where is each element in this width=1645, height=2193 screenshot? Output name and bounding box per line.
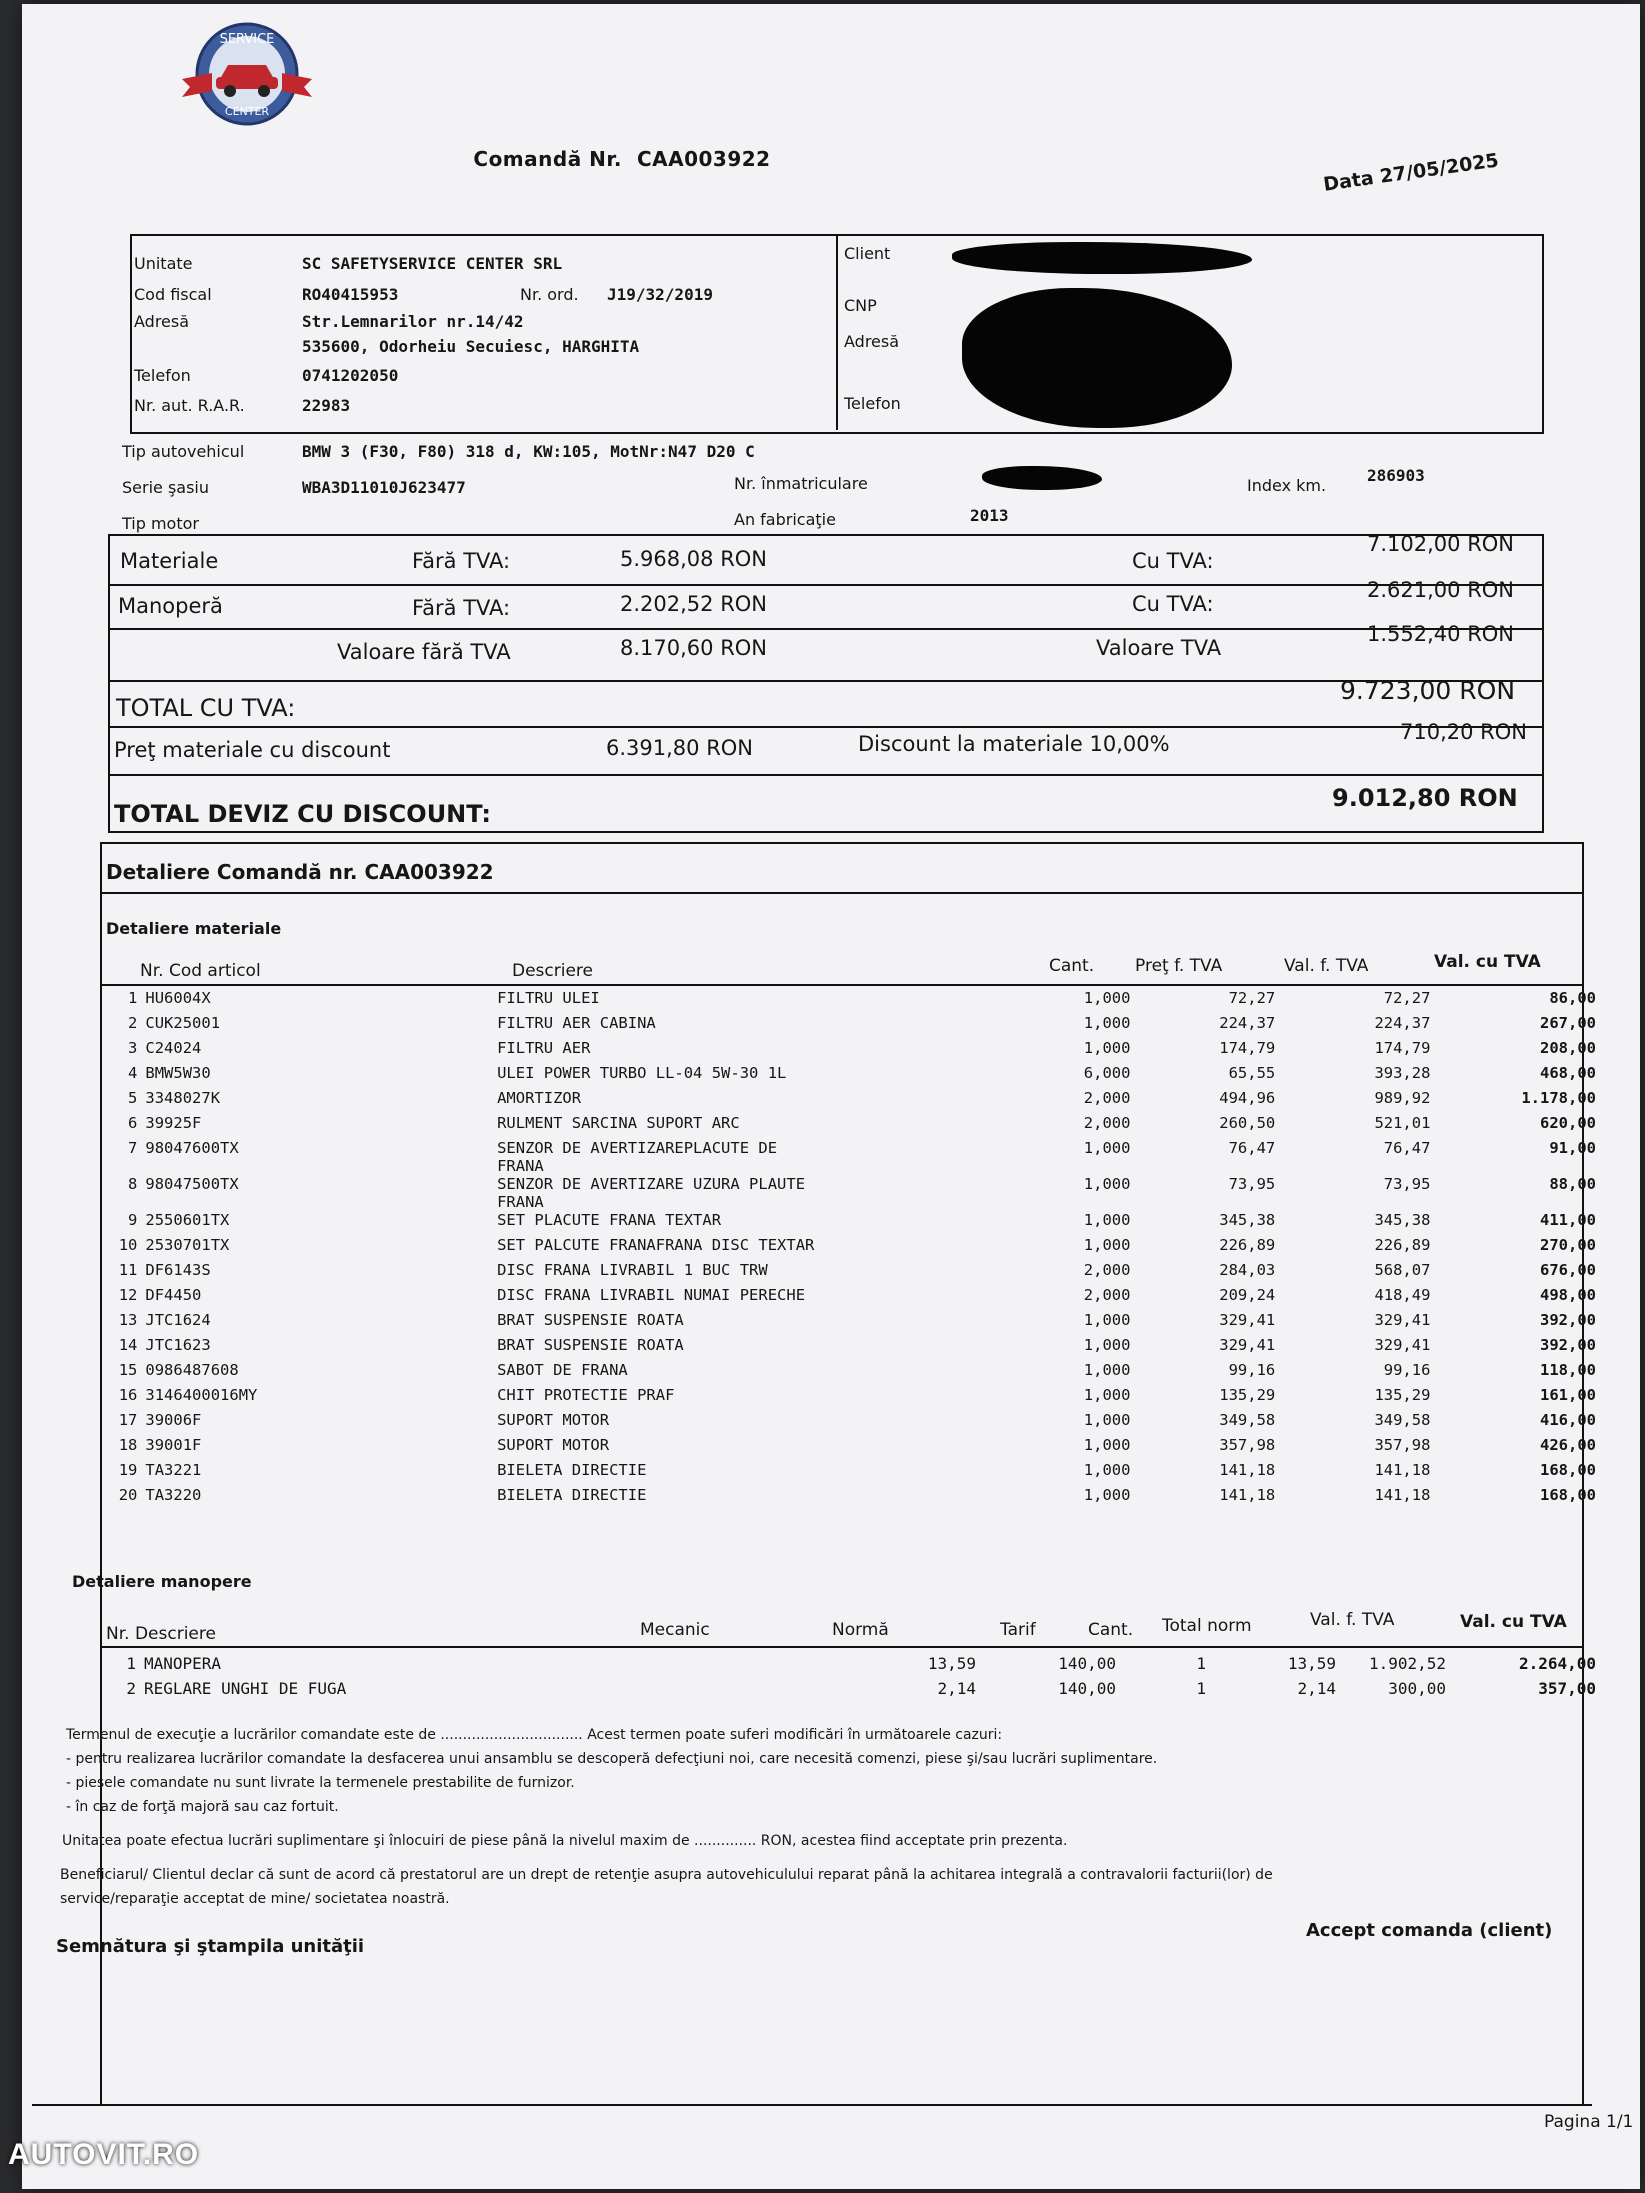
material-code: 39925F bbox=[145, 1114, 202, 1132]
col-descriere: Descriere bbox=[512, 961, 593, 981]
material-unit-price: 329,41 bbox=[1219, 1336, 1276, 1354]
material-nr: 12 bbox=[118, 1286, 138, 1304]
labor-norm: 2,14 bbox=[937, 1679, 976, 1698]
material-description-cell bbox=[493, 1089, 1052, 1114]
material-code: 98047500TX bbox=[145, 1175, 239, 1193]
material-description: RULMENT SARCINA SUPORT ARC bbox=[497, 1114, 740, 1132]
material-description: SUPORT MOTOR bbox=[497, 1411, 610, 1429]
material-description: FILTRU ULEI bbox=[497, 989, 600, 1007]
col-pret: Preţ f. TVA bbox=[1135, 956, 1223, 976]
material-qty: 1,000 bbox=[1083, 1139, 1131, 1157]
material-unit-price: 141,18 bbox=[1219, 1461, 1276, 1479]
client-phone-label: Telefon bbox=[844, 394, 901, 413]
year-value: 2013 bbox=[970, 506, 1009, 525]
total-tva-label: TOTAL CU TVA: bbox=[116, 694, 296, 722]
material-description: DISC FRANA LIVRABIL NUMAI PERECHE bbox=[497, 1286, 806, 1304]
material-nr: 3 bbox=[128, 1039, 138, 1057]
material-value-vat: 270,00 bbox=[1540, 1236, 1596, 1254]
material-unit-price: 76,47 bbox=[1228, 1139, 1276, 1157]
labor-col-cant: Cant. bbox=[1088, 1620, 1134, 1640]
material-description: SET PLACUTE FRANA TEXTAR bbox=[497, 1211, 722, 1229]
material-row bbox=[100, 1486, 1600, 1511]
material-description-cell bbox=[493, 1286, 1052, 1311]
material-value-vat: 392,00 bbox=[1540, 1311, 1596, 1329]
material-code: 3348027K bbox=[145, 1089, 221, 1107]
material-code: C24024 bbox=[145, 1039, 202, 1057]
material-code: 2550601TX bbox=[145, 1211, 230, 1229]
labor-col-tarif: Tarif bbox=[1000, 1620, 1036, 1640]
material-description: CHIT PROTECTIE PRAF bbox=[497, 1386, 675, 1404]
order-title: Comandă Nr. CAA003922 bbox=[473, 147, 771, 171]
material-value: 141,18 bbox=[1374, 1486, 1431, 1504]
material-description-cell bbox=[493, 1064, 1052, 1089]
terms-line2: - pentru realizarea lucrărilor comandate la desfacerea unui ansamblu se descoperă defecţiuni noi, care necesită comenzi, piese şi/sau lucrări suplimentare. bbox=[66, 1751, 1158, 1767]
material-row bbox=[100, 1089, 1600, 1114]
km-label: Index km. bbox=[1247, 476, 1327, 495]
labor-col-val: Val. f. TVA bbox=[1310, 1610, 1395, 1630]
labor-row bbox=[100, 1679, 1600, 1704]
material-value-vat: 411,00 bbox=[1540, 1211, 1596, 1229]
material-description: BRAT SUSPENSIE ROATA bbox=[497, 1336, 684, 1354]
material-qty: 1,000 bbox=[1083, 1461, 1131, 1479]
material-row bbox=[100, 1175, 1600, 1211]
address-label: Adresă bbox=[134, 312, 190, 331]
material-value: 349,58 bbox=[1374, 1411, 1431, 1429]
reg-value: J19/32/2019 bbox=[607, 285, 713, 304]
rar-label: Nr. aut. R.A.R. bbox=[134, 396, 245, 415]
labor-col-valtva: Val. cu TVA bbox=[1460, 1612, 1567, 1632]
material-description-cell bbox=[493, 1461, 1052, 1486]
material-description-cell bbox=[493, 1236, 1052, 1261]
discount-value: 710,20 RON bbox=[1400, 720, 1527, 744]
material-description: SENZOR DE AVERTIZAREPLACUTE DE bbox=[497, 1139, 778, 1157]
material-qty: 1,000 bbox=[1083, 989, 1131, 1007]
labor-rate: 140,00 bbox=[1058, 1679, 1116, 1698]
material-row bbox=[100, 1411, 1600, 1436]
material-value-vat: 168,00 bbox=[1540, 1461, 1596, 1479]
material-nr: 15 bbox=[118, 1361, 138, 1379]
material-qty: 2,000 bbox=[1083, 1261, 1131, 1279]
material-description: SET PALCUTE FRANAFRANA DISC TEXTAR bbox=[497, 1236, 815, 1254]
materiale-label: Materiale bbox=[120, 549, 219, 573]
material-value: 141,18 bbox=[1374, 1461, 1431, 1479]
material-description: SUPORT MOTOR bbox=[497, 1436, 610, 1454]
material-row bbox=[100, 1436, 1600, 1461]
material-row bbox=[100, 1139, 1600, 1175]
material-description-cell bbox=[493, 1386, 1052, 1411]
material-description: FILTRU AER CABINA bbox=[497, 1014, 656, 1032]
material-row bbox=[100, 1039, 1600, 1064]
vehicle-type-value: BMW 3 (F30, F80) 318 d, KW:105, MotNr:N47 D20 C bbox=[302, 442, 755, 461]
material-qty: 6,000 bbox=[1083, 1064, 1131, 1082]
material-nr: 5 bbox=[128, 1089, 138, 1107]
autovit-watermark: AUTOVIT.RO bbox=[8, 2138, 200, 2171]
material-value: 135,29 bbox=[1374, 1386, 1431, 1404]
material-qty: 1,000 bbox=[1083, 1236, 1131, 1254]
material-code: 3146400016MY bbox=[145, 1386, 258, 1404]
reg-label: Nr. ord. bbox=[520, 285, 579, 304]
material-qty: 2,000 bbox=[1083, 1089, 1131, 1107]
material-code: JTC1624 bbox=[145, 1311, 211, 1329]
material-code: 2530701TX bbox=[145, 1236, 230, 1254]
labor-row bbox=[100, 1654, 1600, 1679]
material-qty: 1,000 bbox=[1083, 1311, 1131, 1329]
material-value: 418,49 bbox=[1374, 1286, 1431, 1304]
material-code: TA3221 bbox=[145, 1461, 202, 1479]
material-value: 73,95 bbox=[1383, 1175, 1431, 1193]
material-code: DF6143S bbox=[145, 1261, 211, 1279]
deviz-label: TOTAL DEVIZ CU DISCOUNT: bbox=[114, 800, 491, 828]
material-row bbox=[100, 1311, 1600, 1336]
details-title: Detaliere Comandă nr. CAA003922 bbox=[106, 860, 494, 884]
material-value-vat: 620,00 bbox=[1540, 1114, 1596, 1132]
materials-table bbox=[100, 989, 1600, 1511]
svg-text:CENTER: CENTER bbox=[224, 105, 270, 118]
manopera-fara-value: 2.202,52 RON bbox=[620, 592, 768, 616]
totals-box bbox=[108, 534, 1544, 833]
material-value: 568,07 bbox=[1374, 1261, 1431, 1279]
material-description: AMORTIZOR bbox=[497, 1089, 582, 1107]
labor-description: MANOPERA bbox=[144, 1654, 222, 1673]
material-row bbox=[100, 1236, 1600, 1261]
material-unit-price: 329,41 bbox=[1219, 1311, 1276, 1329]
material-qty: 1,000 bbox=[1083, 1014, 1131, 1032]
deviz-value: 9.012,80 RON bbox=[1332, 784, 1518, 812]
material-nr: 8 bbox=[128, 1175, 138, 1193]
manopera-cu-label: Cu TVA: bbox=[1132, 592, 1214, 616]
material-value-vat: 118,00 bbox=[1540, 1361, 1596, 1379]
material-value-vat: 86,00 bbox=[1549, 989, 1596, 1007]
client-divider bbox=[836, 234, 838, 430]
material-nr: 10 bbox=[118, 1236, 138, 1254]
material-code: BMW5W30 bbox=[145, 1064, 211, 1082]
material-unit-price: 72,27 bbox=[1228, 989, 1276, 1007]
client-address-label: Adresă bbox=[844, 332, 900, 351]
material-nr: 6 bbox=[128, 1114, 138, 1132]
material-row bbox=[100, 1336, 1600, 1361]
col-nr-cod: Nr. Cod articol bbox=[140, 961, 261, 981]
material-value: 521,01 bbox=[1374, 1114, 1431, 1132]
material-nr: 7 bbox=[128, 1139, 138, 1157]
labor-rate: 140,00 bbox=[1058, 1654, 1116, 1673]
material-qty: 1,000 bbox=[1083, 1486, 1131, 1504]
materiale-fara-value: 5.968,08 RON bbox=[620, 547, 768, 571]
material-unit-price: 65,55 bbox=[1228, 1064, 1276, 1082]
material-row bbox=[100, 1064, 1600, 1089]
material-nr: 14 bbox=[118, 1336, 138, 1354]
material-qty: 1,000 bbox=[1083, 1386, 1131, 1404]
material-unit-price: 345,38 bbox=[1219, 1211, 1276, 1229]
engine-label: Tip motor bbox=[122, 514, 199, 533]
material-value-vat: 468,00 bbox=[1540, 1064, 1596, 1082]
material-unit-price: 174,79 bbox=[1219, 1039, 1276, 1057]
total-tva-value: 9.723,00 RON bbox=[1340, 676, 1516, 705]
material-code: DF4450 bbox=[145, 1286, 202, 1304]
terms-line5: Unitatea poate efectua lucrări suplimentare şi înlocuiri de piese până la nivelul maxim de .............. RON, acestea fiind acceptate prin prezenta. bbox=[62, 1833, 1068, 1849]
km-value: 286903 bbox=[1367, 466, 1425, 485]
terms-line7: service/reparaţie acceptat de mine/ societatea noastră. bbox=[60, 1891, 450, 1907]
labor-total-norm: 2,14 bbox=[1297, 1679, 1336, 1698]
material-description: SABOT DE FRANA bbox=[497, 1361, 628, 1379]
phone-label: Telefon bbox=[134, 366, 191, 385]
terms-line6: Beneficiarul/ Clientul declar că sunt de acord că prestatorul are un drept de retenţie asupra autovehiculului reparat până la achitarea integrală a contravalorii facturii(lor) de bbox=[60, 1867, 1273, 1883]
material-row bbox=[100, 1014, 1600, 1039]
material-unit-price: 226,89 bbox=[1219, 1236, 1276, 1254]
material-description-cell bbox=[493, 1411, 1052, 1436]
material-value-vat: 161,00 bbox=[1540, 1386, 1596, 1404]
material-value: 226,89 bbox=[1374, 1236, 1431, 1254]
vin-label: Serie şasiu bbox=[122, 478, 210, 497]
material-value-vat: 676,00 bbox=[1540, 1261, 1596, 1279]
vin-value: WBA3D11010J623477 bbox=[302, 478, 466, 497]
material-nr: 16 bbox=[118, 1386, 138, 1404]
year-label: An fabricaţie bbox=[734, 510, 836, 529]
material-qty: 1,000 bbox=[1083, 1211, 1131, 1229]
material-description-cell bbox=[493, 1311, 1052, 1336]
material-row bbox=[100, 1286, 1600, 1311]
plate-label: Nr. înmatriculare bbox=[734, 474, 868, 493]
material-value-vat: 88,00 bbox=[1549, 1175, 1596, 1193]
col-val: Val. f. TVA bbox=[1284, 956, 1369, 976]
manopera-label: Manoperă bbox=[118, 594, 223, 618]
material-row bbox=[100, 1461, 1600, 1486]
address-line1: Str.Lemnarilor nr.14/42 bbox=[302, 312, 524, 331]
material-description-cell bbox=[493, 1436, 1052, 1461]
material-unit-price: 99,16 bbox=[1228, 1361, 1276, 1379]
material-description-cell bbox=[493, 1486, 1052, 1511]
labor-qty: 1 bbox=[1196, 1654, 1206, 1673]
material-description-cell bbox=[493, 1175, 1052, 1211]
material-unit-price: 209,24 bbox=[1219, 1286, 1276, 1304]
cnp-label: CNP bbox=[844, 296, 877, 315]
material-value: 174,79 bbox=[1374, 1039, 1431, 1057]
manopera-cu-value: 2.621,00 RON bbox=[1367, 578, 1515, 602]
material-description: FILTRU AER bbox=[497, 1039, 591, 1057]
material-row bbox=[100, 1211, 1600, 1236]
material-description: BIELETA DIRECTIE bbox=[497, 1486, 647, 1504]
material-code: HU6004X bbox=[145, 989, 211, 1007]
order-date: Data 27/05/2025 bbox=[1322, 149, 1501, 196]
material-description-cell bbox=[493, 1139, 1052, 1175]
valoare-tva-label: Valoare TVA bbox=[1096, 636, 1222, 660]
material-nr: 1 bbox=[128, 989, 138, 1007]
material-qty: 1,000 bbox=[1083, 1039, 1131, 1057]
labor-value: 1.902,52 bbox=[1368, 1654, 1446, 1673]
labor-table bbox=[100, 1654, 1600, 1704]
material-description-cont: FRANA bbox=[497, 1157, 544, 1175]
terms-line4: - în caz de forţă majoră sau caz fortuit. bbox=[66, 1799, 339, 1815]
material-description-cont: FRANA bbox=[497, 1193, 544, 1211]
material-unit-price: 141,18 bbox=[1219, 1486, 1276, 1504]
material-qty: 1,000 bbox=[1083, 1361, 1131, 1379]
manopera-fara-label: Fără TVA: bbox=[412, 596, 511, 620]
material-description-cell bbox=[493, 1211, 1052, 1236]
material-value: 72,27 bbox=[1383, 989, 1431, 1007]
pret-discount-value: 6.391,80 RON bbox=[606, 736, 754, 760]
material-value-vat: 498,00 bbox=[1540, 1286, 1596, 1304]
material-nr: 2 bbox=[128, 1014, 138, 1032]
pret-discount-label: Preţ materiale cu discount bbox=[114, 738, 391, 762]
material-row bbox=[100, 1386, 1600, 1411]
material-qty: 2,000 bbox=[1083, 1114, 1131, 1132]
material-value-vat: 416,00 bbox=[1540, 1411, 1596, 1429]
material-description: BRAT SUSPENSIE ROATA bbox=[497, 1311, 684, 1329]
unit-label: Unitate bbox=[134, 254, 193, 273]
material-value-vat: 392,00 bbox=[1540, 1336, 1596, 1354]
material-qty: 1,000 bbox=[1083, 1411, 1131, 1429]
material-code: JTC1623 bbox=[145, 1336, 211, 1354]
address-line2: 535600, Odorheiu Secuiesc, HARGHITA bbox=[302, 337, 640, 356]
material-description-cell bbox=[493, 989, 1052, 1014]
material-unit-price: 260,50 bbox=[1219, 1114, 1276, 1132]
terms-line1: Termenul de execuţie a lucrărilor comandate este de ................................ Acest termen poate suferi modificări în următoarele cazuri: bbox=[66, 1727, 1003, 1743]
material-unit-price: 224,37 bbox=[1219, 1014, 1276, 1032]
vehicle-type-label: Tip autovehicul bbox=[122, 442, 245, 461]
valoare-tva-value: 1.552,40 RON bbox=[1367, 622, 1515, 646]
client-label: Client bbox=[844, 244, 891, 263]
labor-total-norm: 13,59 bbox=[1287, 1654, 1336, 1673]
rar-value: 22983 bbox=[302, 396, 351, 415]
material-value: 345,38 bbox=[1374, 1211, 1431, 1229]
material-qty: 1,000 bbox=[1083, 1175, 1131, 1193]
material-code: CUK25001 bbox=[145, 1014, 221, 1032]
material-value-vat: 91,00 bbox=[1549, 1139, 1596, 1157]
labor-qty: 1 bbox=[1196, 1679, 1206, 1698]
labor-col-mecanic: Mecanic bbox=[640, 1620, 710, 1640]
material-description: BIELETA DIRECTIE bbox=[497, 1461, 647, 1479]
material-qty: 1,000 bbox=[1083, 1336, 1131, 1354]
material-description-cell bbox=[493, 1014, 1052, 1039]
material-description-cell bbox=[493, 1336, 1052, 1361]
material-value-vat: 426,00 bbox=[1540, 1436, 1596, 1454]
material-description-cell bbox=[493, 1261, 1052, 1286]
terms-line3: - piesele comandate nu sunt livrate la termenele prestabilite de furnizor. bbox=[66, 1775, 575, 1791]
labor-col-nr: Nr. Descriere bbox=[106, 1624, 216, 1644]
unit-value: SC SAFETYSERVICE CENTER SRL bbox=[302, 254, 563, 273]
material-unit-price: 357,98 bbox=[1219, 1436, 1276, 1454]
order-document bbox=[22, 4, 1640, 2189]
material-code: 39006F bbox=[145, 1411, 202, 1429]
labor-nr: 1 bbox=[126, 1654, 136, 1673]
col-valtva: Val. cu TVA bbox=[1434, 952, 1541, 972]
labor-col-norma: Normă bbox=[832, 1620, 889, 1640]
materials-section-title: Detaliere materiale bbox=[106, 919, 282, 938]
labor-description: REGLARE UNGHI DE FUGA bbox=[144, 1679, 347, 1698]
labor-value-vat: 2.264,00 bbox=[1518, 1654, 1596, 1673]
material-value-vat: 208,00 bbox=[1540, 1039, 1596, 1057]
material-value: 99,16 bbox=[1383, 1361, 1431, 1379]
svg-text:SERVICE: SERVICE bbox=[219, 32, 275, 47]
fiscal-value: RO40415953 bbox=[302, 285, 399, 304]
redacted-plate bbox=[982, 466, 1102, 490]
material-row bbox=[100, 1361, 1600, 1386]
discount-label: Discount la materiale 10,00% bbox=[858, 732, 1170, 756]
signature-unit: Semnătura şi ştampila unităţii bbox=[56, 1936, 365, 1957]
material-value-vat: 168,00 bbox=[1540, 1486, 1596, 1504]
material-description-cell bbox=[493, 1361, 1052, 1386]
material-row bbox=[100, 1261, 1600, 1286]
material-nr: 18 bbox=[118, 1436, 138, 1454]
signature-client: Accept comanda (client) bbox=[1306, 1920, 1553, 1941]
material-code: 0986487608 bbox=[145, 1361, 239, 1379]
material-unit-price: 349,58 bbox=[1219, 1411, 1276, 1429]
labor-value-vat: 357,00 bbox=[1538, 1679, 1596, 1698]
material-nr: 11 bbox=[118, 1261, 138, 1279]
materiale-cu-value: 7.102,00 RON bbox=[1367, 532, 1515, 556]
material-qty: 1,000 bbox=[1083, 1436, 1131, 1454]
materiale-cu-label: Cu TVA: bbox=[1132, 549, 1214, 573]
material-value-vat: 1.178,00 bbox=[1521, 1089, 1596, 1107]
material-nr: 9 bbox=[128, 1211, 138, 1229]
material-value: 989,92 bbox=[1374, 1089, 1431, 1107]
material-nr: 17 bbox=[118, 1411, 138, 1429]
valoare-fara-value: 8.170,60 RON bbox=[620, 636, 768, 660]
labor-value: 300,00 bbox=[1388, 1679, 1446, 1698]
material-row bbox=[100, 1114, 1600, 1139]
material-description: ULEI POWER TURBO LL-04 5W-30 1L bbox=[497, 1064, 787, 1082]
material-value: 357,98 bbox=[1374, 1436, 1431, 1454]
material-value: 224,37 bbox=[1374, 1014, 1431, 1032]
material-nr: 13 bbox=[118, 1311, 138, 1329]
material-unit-price: 73,95 bbox=[1228, 1175, 1276, 1193]
labor-section-title: Detaliere manopere bbox=[72, 1572, 252, 1591]
materiale-fara-label: Fără TVA: bbox=[412, 549, 511, 573]
material-unit-price: 284,03 bbox=[1219, 1261, 1276, 1279]
material-unit-price: 494,96 bbox=[1219, 1089, 1276, 1107]
material-code: 98047600TX bbox=[145, 1139, 239, 1157]
labor-nr: 2 bbox=[126, 1679, 136, 1698]
material-description-cell bbox=[493, 1114, 1052, 1139]
material-description: DISC FRANA LIVRABIL 1 BUC TRW bbox=[497, 1261, 768, 1279]
material-value: 76,47 bbox=[1383, 1139, 1431, 1157]
material-nr: 20 bbox=[118, 1486, 138, 1504]
material-row bbox=[100, 989, 1600, 1014]
service-center-logo bbox=[172, 19, 322, 129]
material-nr: 4 bbox=[128, 1064, 138, 1082]
labor-norm: 13,59 bbox=[927, 1654, 976, 1673]
redacted-client-name bbox=[952, 242, 1252, 274]
material-value: 329,41 bbox=[1374, 1336, 1431, 1354]
material-value: 329,41 bbox=[1374, 1311, 1431, 1329]
material-code: 39001F bbox=[145, 1436, 202, 1454]
labor-col-total: Total norm bbox=[1162, 1616, 1252, 1636]
phone-value: 0741202050 bbox=[302, 366, 399, 385]
material-nr: 19 bbox=[118, 1461, 138, 1479]
material-value: 393,28 bbox=[1374, 1064, 1431, 1082]
material-value-vat: 267,00 bbox=[1540, 1014, 1596, 1032]
valoare-fara-label: Valoare fără TVA bbox=[337, 640, 511, 664]
col-cant: Cant. bbox=[1049, 956, 1095, 976]
fiscal-label: Cod fiscal bbox=[134, 285, 212, 304]
material-code: TA3220 bbox=[145, 1486, 202, 1504]
material-description: SENZOR DE AVERTIZARE UZURA PLAUTE bbox=[497, 1175, 806, 1193]
material-description-cell bbox=[493, 1039, 1052, 1064]
material-unit-price: 135,29 bbox=[1219, 1386, 1276, 1404]
material-qty: 2,000 bbox=[1083, 1286, 1131, 1304]
page-number: Pagina 1/1 bbox=[1544, 2112, 1634, 2132]
